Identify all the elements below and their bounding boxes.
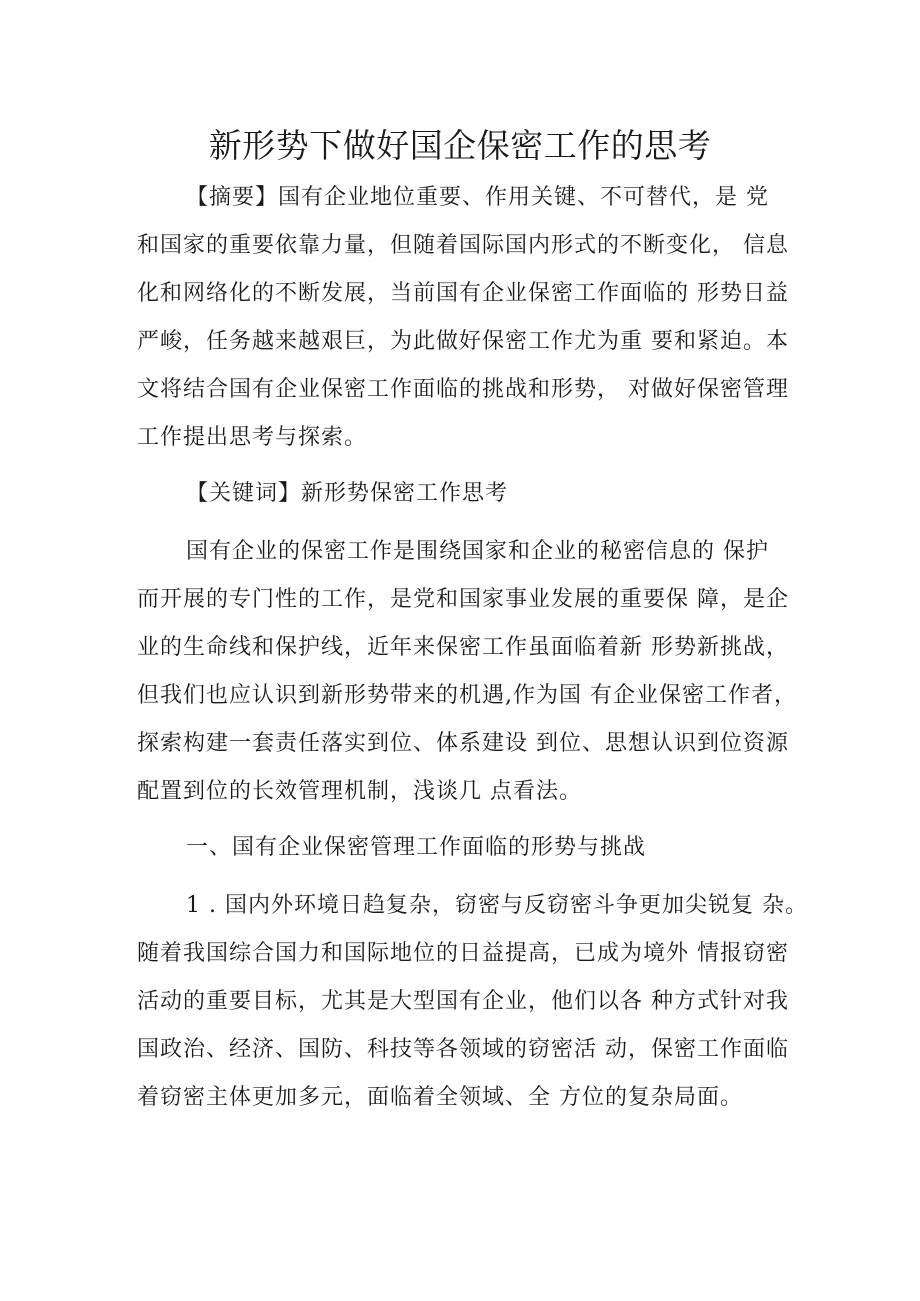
intro-line-5: 探索构建一套责任落实到位、体系建设 到位、思想认识到位资源	[137, 731, 789, 756]
document-title: 新形势下做好国企保密工作的思考	[208, 126, 712, 165]
intro-line-2: 而开展的专门性的工作，是党和国家事业发展的重要保 障，是企	[137, 587, 789, 612]
abstract-line-6: 工作提出思考与探索。	[137, 425, 368, 450]
section1-item1-line-5: 着窃密主体更加多元，面临着全领域、全 方位的复杂局面。	[137, 1085, 743, 1110]
intro-line-6: 配置到位的长效管理机制，浅谈几 点看法。	[137, 779, 582, 804]
abstract-line-3: 化和网络化的不断发展，当前国有企业保密工作面临的 形势日益	[137, 281, 789, 306]
abstract-line-1: 【摘要】国有企业地位重要、作用关键、不可替代，是 党	[186, 185, 769, 210]
abstract-line-5: 文将结合国有企业保密工作面临的挑战和形势， 对做好保密管理	[137, 377, 789, 402]
keywords-line: 【关键词】新形势保密工作思考	[186, 481, 509, 506]
section1-item1-line-2: 随着我国综合国力和国际地位的日益提高，已成为境外 情报窃密	[137, 941, 789, 966]
intro-line-4: 但我们也应认识到新形势带来的机遇,作为国 有企业保密工作者，	[137, 683, 797, 708]
section1-item1-line-3: 活动的重要目标，尤其是大型国有企业，他们以各 种方式针对我	[137, 989, 789, 1014]
intro-line-1: 国有企业的保密工作是围绕国家和企业的秘密信息的 保护	[186, 539, 769, 564]
section1-item1-line-4: 国政治、经济、国防、科技等各领域的窃密活 动，保密工作面临	[137, 1037, 789, 1062]
abstract-line-4: 严峻，任务越来越艰巨，为此做好保密工作尤为重 要和紧迫。本	[137, 329, 789, 354]
section1-item1-line-1: 1 . 国内外环境日趋复杂，窃密与反窃密斗争更加尖锐复 杂。	[186, 893, 808, 918]
section1-heading: 一、国有企业保密管理工作面临的形势与挑战	[186, 835, 647, 860]
intro-line-3: 业的生命线和保护线，近年来保密工作虽面临着新 形势新挑战，	[137, 635, 789, 660]
abstract-line-2: 和国家的重要依靠力量，但随着国际国内形式的不断变化， 信息	[137, 233, 789, 258]
